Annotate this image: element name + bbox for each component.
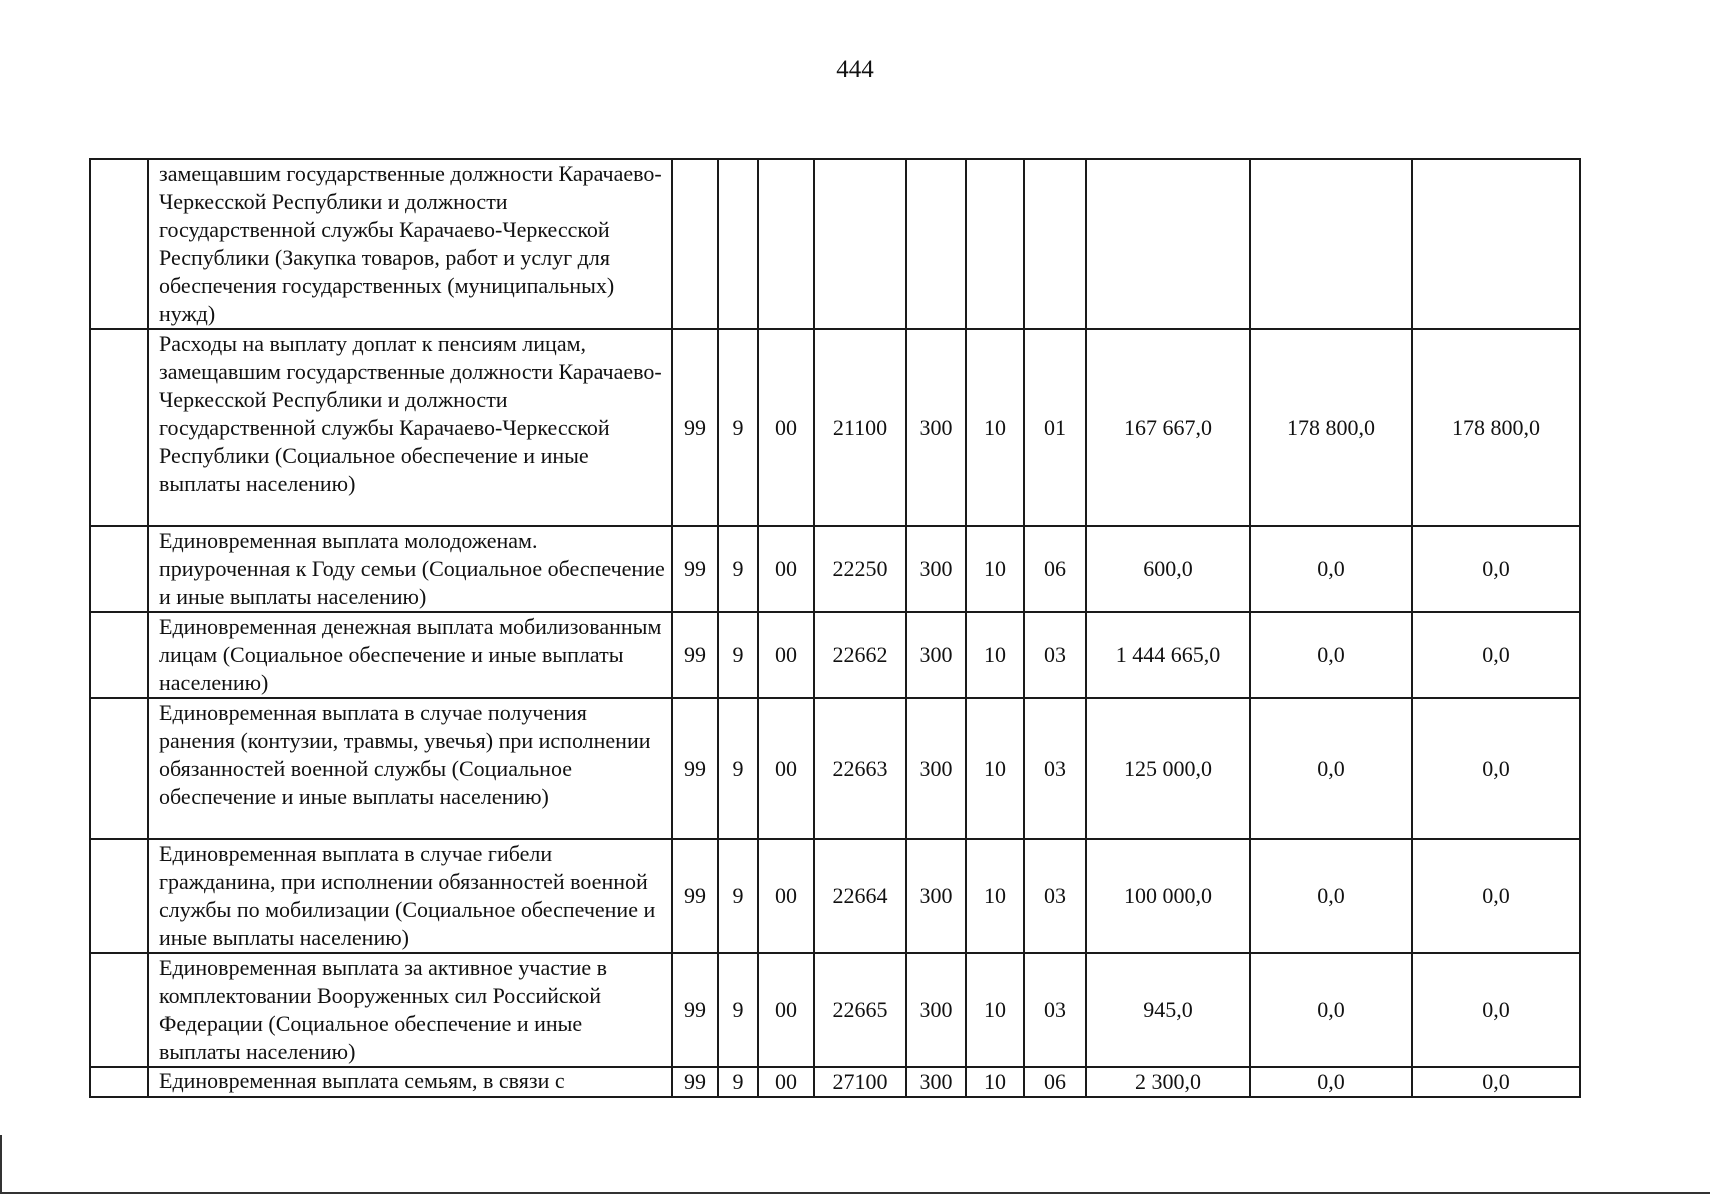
code-cell: 300 <box>906 698 966 839</box>
amount-cell: 0,0 <box>1412 953 1580 1067</box>
code-cell: 10 <box>966 953 1024 1067</box>
code-cell: 99 <box>672 612 718 698</box>
row-number-cell <box>90 953 148 1067</box>
amount-cell: 0,0 <box>1250 1067 1412 1097</box>
description-cell: Единовременная выплата в случае гибели гражданина, при исполнении обязанностей военной службы по мобилизации (Социальное обеспечение и иные выплаты населению) <box>148 839 672 953</box>
table-row <box>90 159 1580 329</box>
table-row <box>90 612 1580 698</box>
description-cell: Единовременная выплата за активное участие в комплектовании Вооруженных сил Российской Федерации (Социальное обеспечение и иные выплаты населению) <box>148 953 672 1067</box>
code-cell: 9 <box>718 839 758 953</box>
code-cell <box>758 159 814 329</box>
code-cell: 27100 <box>814 1067 906 1097</box>
code-cell: 10 <box>966 612 1024 698</box>
code-cell: 300 <box>906 329 966 526</box>
code-cell: 22250 <box>814 526 906 612</box>
code-cell: 99 <box>672 839 718 953</box>
amount-cell <box>1086 159 1250 329</box>
code-cell: 9 <box>718 612 758 698</box>
amount-cell: 2 300,0 <box>1086 1067 1250 1097</box>
code-cell: 10 <box>966 839 1024 953</box>
code-cell: 22662 <box>814 612 906 698</box>
amount-cell: 125 000,0 <box>1086 698 1250 839</box>
code-cell: 22663 <box>814 698 906 839</box>
code-cell: 03 <box>1024 612 1086 698</box>
page-bottom-rule <box>0 1192 1710 1194</box>
code-cell: 9 <box>718 953 758 1067</box>
code-cell: 99 <box>672 698 718 839</box>
code-cell: 00 <box>758 329 814 526</box>
code-cell: 00 <box>758 1067 814 1097</box>
code-cell <box>814 159 906 329</box>
row-number-cell <box>90 1067 148 1097</box>
amount-cell: 600,0 <box>1086 526 1250 612</box>
table-row <box>90 698 1580 839</box>
code-cell: 21100 <box>814 329 906 526</box>
amount-cell: 0,0 <box>1412 698 1580 839</box>
amount-cell: 178 800,0 <box>1250 329 1412 526</box>
code-cell <box>906 159 966 329</box>
code-cell: 9 <box>718 329 758 526</box>
row-number-cell <box>90 612 148 698</box>
amount-cell: 1 444 665,0 <box>1086 612 1250 698</box>
code-cell: 00 <box>758 526 814 612</box>
code-cell: 03 <box>1024 698 1086 839</box>
scan-edge-mark <box>0 1135 2 1193</box>
table-row <box>90 526 1580 612</box>
code-cell: 300 <box>906 526 966 612</box>
code-cell: 300 <box>906 612 966 698</box>
code-cell: 06 <box>1024 1067 1086 1097</box>
code-cell: 01 <box>1024 329 1086 526</box>
code-cell: 00 <box>758 953 814 1067</box>
table-row <box>90 839 1580 953</box>
row-number-cell <box>90 159 148 329</box>
row-number-cell <box>90 698 148 839</box>
code-cell: 300 <box>906 953 966 1067</box>
code-cell <box>718 159 758 329</box>
code-cell <box>966 159 1024 329</box>
amount-cell: 0,0 <box>1250 698 1412 839</box>
code-cell: 03 <box>1024 953 1086 1067</box>
description-cell: Единовременная денежная выплата мобилизованным лицам (Социальное обеспечение и иные выплаты населению) <box>148 612 672 698</box>
amount-cell: 178 800,0 <box>1412 329 1580 526</box>
code-cell: 22665 <box>814 953 906 1067</box>
code-cell: 06 <box>1024 526 1086 612</box>
amount-cell: 100 000,0 <box>1086 839 1250 953</box>
row-number-cell <box>90 329 148 526</box>
amount-cell: 0,0 <box>1412 1067 1580 1097</box>
amount-cell: 0,0 <box>1412 612 1580 698</box>
row-number-cell <box>90 526 148 612</box>
amount-cell: 0,0 <box>1250 526 1412 612</box>
code-cell: 22664 <box>814 839 906 953</box>
code-cell: 10 <box>966 1067 1024 1097</box>
code-cell: 00 <box>758 839 814 953</box>
page-number: 444 <box>836 56 874 83</box>
code-cell: 10 <box>966 329 1024 526</box>
code-cell: 9 <box>718 698 758 839</box>
amount-cell: 0,0 <box>1412 526 1580 612</box>
code-cell: 10 <box>966 698 1024 839</box>
code-cell: 99 <box>672 526 718 612</box>
code-cell: 9 <box>718 526 758 612</box>
description-cell: Единовременная выплата семьям, в связи с <box>148 1067 672 1097</box>
table-row <box>90 329 1580 526</box>
code-cell <box>1024 159 1086 329</box>
code-cell: 300 <box>906 839 966 953</box>
amount-cell: 167 667,0 <box>1086 329 1250 526</box>
code-cell: 99 <box>672 953 718 1067</box>
code-cell: 300 <box>906 1067 966 1097</box>
code-cell: 99 <box>672 329 718 526</box>
amount-cell <box>1412 159 1580 329</box>
code-cell: 03 <box>1024 839 1086 953</box>
description-cell: Расходы на выплату доплат к пенсиям лицам, замещавшим государственные должности Карачаево-Черкесской Республики и должности государственной службы Карачаево-Черкесской Республики (Социальное обеспечение и иные выплаты населению) <box>148 329 672 526</box>
description-cell: замещавшим государственные должности Карачаево-Черкесской Республики и должности государственной службы Карачаево-Черкесской Республики (Закупка товаров, работ и услуг для обеспечения государственных (муниципальных) нужд) <box>148 159 672 329</box>
code-cell: 99 <box>672 1067 718 1097</box>
amount-cell: 0,0 <box>1250 953 1412 1067</box>
code-cell: 00 <box>758 612 814 698</box>
row-number-cell <box>90 839 148 953</box>
code-cell: 9 <box>718 1067 758 1097</box>
amount-cell: 945,0 <box>1086 953 1250 1067</box>
code-cell <box>672 159 718 329</box>
description-cell: Единовременная выплата молодоженам. приуроченная к Году семьи (Социальное обеспечение и иные выплаты населению) <box>148 526 672 612</box>
table-row <box>90 953 1580 1067</box>
amount-cell: 0,0 <box>1250 839 1412 953</box>
amount-cell: 0,0 <box>1250 612 1412 698</box>
amount-cell: 0,0 <box>1412 839 1580 953</box>
budget-table <box>89 158 1581 1098</box>
amount-cell <box>1250 159 1412 329</box>
description-cell: Единовременная выплата в случае получения ранения (контузии, травмы, увечья) при исполнении обязанностей военной службы (Социальное обеспечение и иные выплаты населению) <box>148 698 672 839</box>
table-row <box>90 1067 1580 1097</box>
code-cell: 10 <box>966 526 1024 612</box>
code-cell: 00 <box>758 698 814 839</box>
